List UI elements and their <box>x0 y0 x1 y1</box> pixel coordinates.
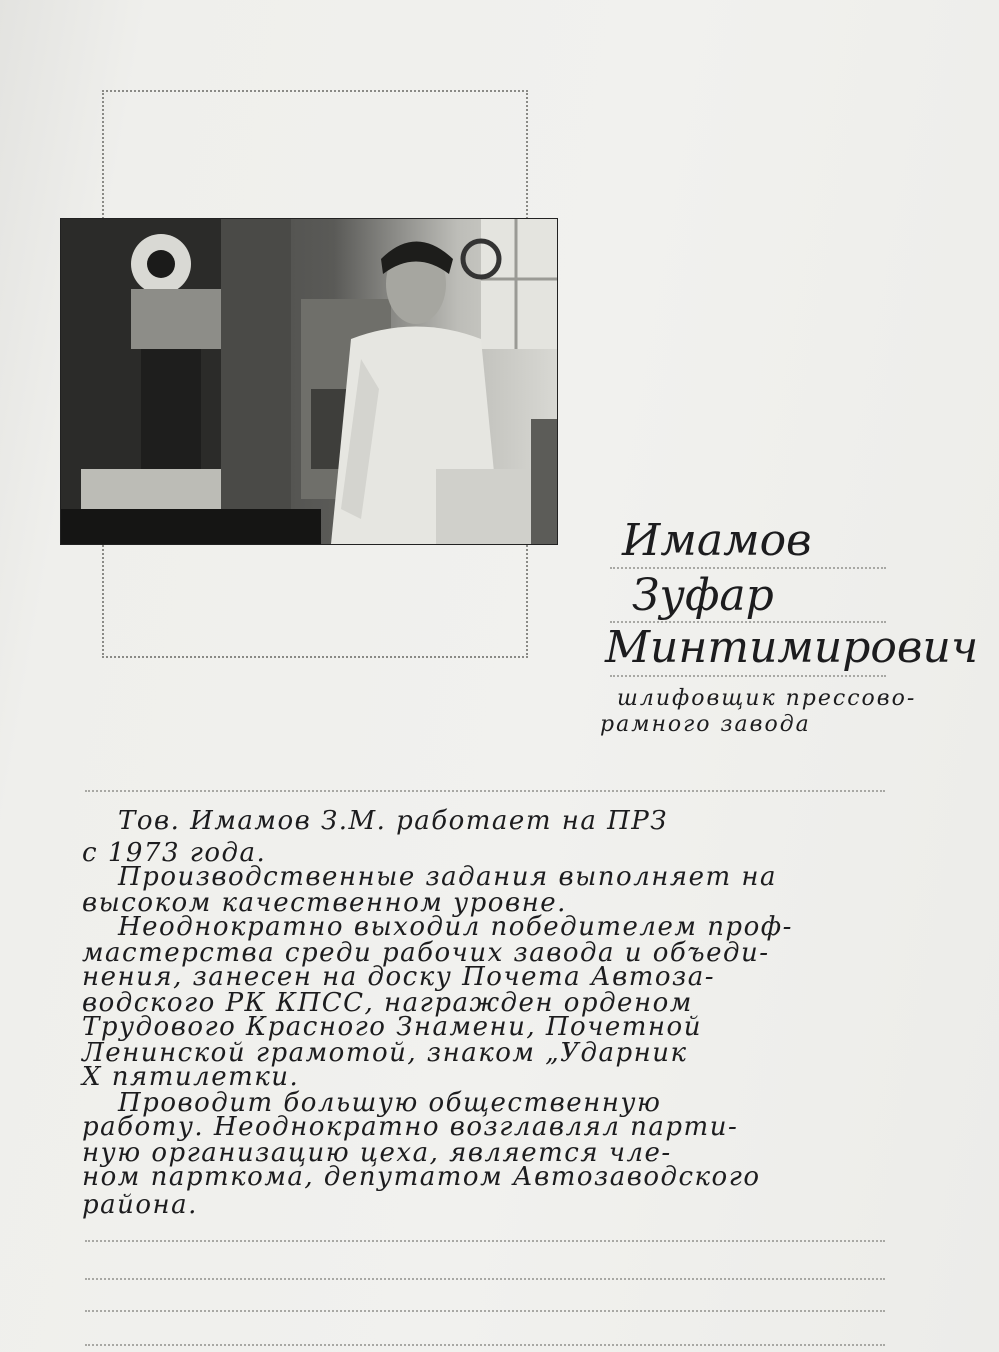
body-line-1: Тов. Имамов З.М. работает на ПРЗ <box>118 806 668 836</box>
body-line-15: ном парткома, депутатом Автозаводского <box>82 1162 761 1192</box>
body-line-16: района. <box>82 1190 198 1220</box>
position-line-1: шлифовщик прессово- <box>617 686 917 711</box>
first-name: Зуфар <box>632 570 774 621</box>
body-line-7: нения, занесен на доску Почета Автоза- <box>82 962 716 992</box>
dotted-rule <box>85 1278 885 1280</box>
dotted-rule <box>610 567 886 569</box>
dotted-rule <box>85 1240 885 1242</box>
dotted-rule <box>85 1310 885 1312</box>
body-line-13: работу. Неоднократно возглавлял парти- <box>82 1112 739 1142</box>
dotted-rule <box>85 1344 885 1346</box>
body-line-9: Трудового Красного Знамени, Почетной <box>82 1012 702 1042</box>
body-line-4: высоком качественном уровне. <box>82 888 567 918</box>
body-line-6: мастерства среди рабочих завода и объеди- <box>82 938 770 968</box>
worker-photo <box>61 219 557 544</box>
surname: Имамов <box>622 515 812 566</box>
position-line-2: рамного завода <box>600 712 811 737</box>
dotted-rule <box>85 790 885 792</box>
body-line-10: Ленинской грамотой, знаком „Ударник <box>82 1038 688 1068</box>
body-line-11: Х пятилетки. <box>82 1062 300 1092</box>
dotted-rule <box>610 675 886 677</box>
body-line-5: Неоднократно выходил победителем проф- <box>118 912 793 942</box>
worker-photo-image <box>61 219 557 544</box>
patronymic: Минтимирович <box>605 622 979 673</box>
body-line-8: водского РК КПСС, награжден орденом <box>82 988 693 1018</box>
body-line-2: с 1973 года. <box>82 838 267 868</box>
body-line-12: Проводит большую общественную <box>118 1088 662 1118</box>
body-line-14: ную организацию цеха, является чле- <box>82 1138 672 1168</box>
body-line-3: Производственные задания выполняет на <box>118 862 778 892</box>
